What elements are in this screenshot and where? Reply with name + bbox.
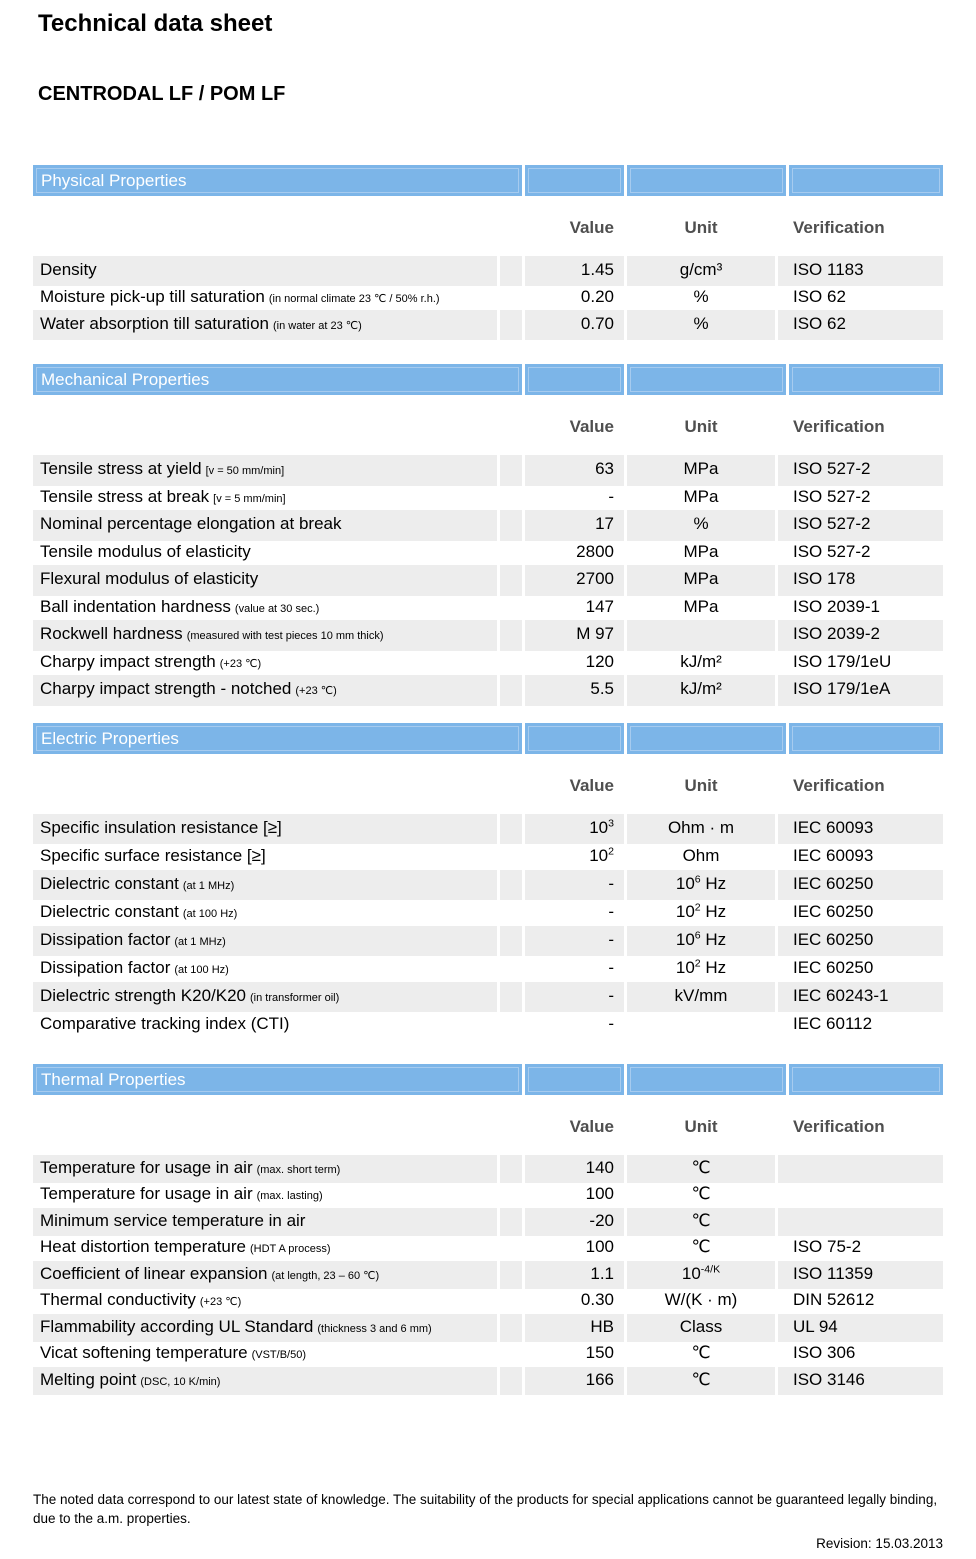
property-note: [v = 5 mm/min]: [213, 492, 286, 505]
property-name-cell: [33, 1010, 497, 1040]
property-note: (+23 ℃): [295, 685, 337, 697]
property-verification: IEC 60093: [778, 814, 943, 844]
property-name-cell: [33, 675, 497, 706]
property-name-cell: [33, 538, 497, 569]
column-header-spacer: [500, 1114, 522, 1139]
property-unit: MPa: [683, 486, 719, 506]
property-verification: ISO 1183: [778, 256, 943, 286]
page-title: Technical data sheet: [38, 10, 273, 37]
spacer-cell: [500, 648, 522, 679]
property-verification: IEC 60250: [793, 901, 874, 921]
property-value: -: [525, 926, 624, 956]
property-unit: $10^2$ Hz: [675, 900, 727, 921]
section-header-cell-title: [33, 364, 522, 395]
property-row: [33, 538, 943, 566]
property-note: (at 1 MHz): [182, 879, 235, 892]
property-unit: [627, 1010, 775, 1040]
property-name: Coefficient of linear expansion: [40, 1263, 268, 1283]
spacer-cell: [500, 1340, 522, 1369]
column-header-spacer: [500, 215, 522, 240]
property-name: Water absorption till saturation: [40, 314, 269, 333]
properties-section: [33, 165, 943, 337]
property-name: Tensile modulus of elasticity: [40, 541, 251, 561]
property-verification: IEC 60093: [793, 845, 874, 865]
section-header-cell-empty: [789, 1064, 943, 1095]
property-name: Dissipation factor: [40, 957, 171, 977]
property-value: 0.70: [525, 310, 624, 340]
spacer-cell: [500, 1181, 522, 1210]
property-verification: UL 94: [778, 1314, 943, 1343]
column-header-unit: Unit: [684, 218, 718, 237]
property-value: 0.30: [580, 1290, 614, 1309]
property-name-cell: [33, 1314, 497, 1343]
property-name: Temperature for usage in air: [40, 1157, 253, 1177]
property-name: Rockwell hardness: [40, 624, 183, 643]
property-value: -: [608, 1013, 614, 1033]
property-value: -: [608, 901, 614, 921]
spacer-cell: [500, 455, 522, 486]
spacer-cell: [500, 565, 522, 596]
property-row: [33, 310, 943, 337]
property-name-cell: [33, 982, 497, 1012]
property-value: $10^2$: [589, 844, 614, 865]
property-unit: [627, 620, 775, 651]
column-header-verification: Verification: [793, 775, 885, 795]
property-note: (at length, 23 – 60 ℃): [271, 1269, 380, 1282]
spacer-cell: [500, 1367, 522, 1396]
property-value: 1.1: [525, 1261, 624, 1290]
property-name-cell: [33, 954, 497, 984]
property-name-cell: [33, 256, 497, 286]
property-verification: ISO 179/1eU: [793, 651, 892, 671]
property-row: [33, 870, 943, 898]
property-unit: W/(K · m): [664, 1290, 738, 1309]
property-value: -: [525, 982, 624, 1012]
section-rows: [33, 814, 943, 1038]
section-header-cell-empty: [627, 723, 786, 754]
property-row: [33, 593, 943, 621]
property-name-cell: [33, 870, 497, 900]
property-name-cell: [33, 898, 497, 928]
property-note: (HDT A process): [250, 1243, 331, 1255]
property-verification: [778, 1155, 943, 1184]
column-header-spacer: [500, 773, 522, 798]
property-row: [33, 620, 943, 648]
property-name: Nominal percentage elongation at break: [40, 514, 342, 533]
property-name: Specific surface resistance [≥]: [40, 845, 266, 865]
section-header-cell-title: [33, 723, 522, 754]
product-title: CENTRODAL LF / POM LF: [38, 83, 286, 105]
property-unit: ℃: [627, 1208, 775, 1237]
property-value: 140: [525, 1155, 624, 1184]
property-value: 17: [525, 510, 624, 541]
property-row: [33, 1234, 943, 1261]
property-value: M 97: [525, 620, 624, 651]
property-verification: [778, 1208, 943, 1237]
property-row: [33, 1181, 943, 1208]
property-unit: $10^6$ Hz: [627, 926, 775, 956]
column-header-value: Value: [569, 1116, 614, 1136]
property-row: [33, 814, 943, 842]
property-row: [33, 510, 943, 538]
property-note: (max. lasting): [256, 1190, 323, 1202]
property-unit: kV/mm: [627, 982, 775, 1012]
spacer-cell: [500, 842, 522, 872]
property-note: (measured with test pieces 10 mm thick): [186, 630, 384, 642]
property-name: Specific insulation resistance [≥]: [40, 817, 282, 837]
datasheet-page: [33, 0, 943, 1552]
property-row: [33, 926, 943, 954]
property-unit: MPa: [683, 596, 719, 616]
section-title: Physical Properties: [41, 171, 187, 190]
property-verification: ISO 2039-1: [793, 596, 880, 616]
property-row: [33, 256, 943, 283]
property-verification: IEC 60112: [793, 1013, 873, 1033]
property-name-cell: [33, 310, 497, 340]
property-value: 63: [525, 455, 624, 486]
column-header-value: Value: [569, 775, 614, 795]
section-header-cell-empty: [627, 1064, 786, 1095]
property-name-cell: [33, 926, 497, 956]
property-verification: ISO 3146: [778, 1367, 943, 1396]
spacer-cell: [500, 620, 522, 651]
properties-section: [33, 364, 943, 703]
column-header-verification: Verification: [793, 417, 885, 436]
property-unit: $10^{-4/K}$: [627, 1261, 775, 1290]
property-name: Tensile stress at yield: [40, 459, 202, 478]
property-value: 0.20: [580, 287, 614, 306]
column-header-unit: Unit: [684, 417, 718, 436]
property-name-cell: [33, 842, 497, 872]
property-value: 150: [585, 1343, 614, 1362]
property-unit: MPa: [627, 565, 775, 596]
property-name-cell: [33, 1234, 497, 1263]
property-row: [33, 1208, 943, 1235]
property-verification: IEC 60250: [778, 926, 943, 956]
property-value: 2700: [525, 565, 624, 596]
property-row: [33, 455, 943, 483]
property-name-cell: [33, 648, 497, 679]
property-row: [33, 1314, 943, 1341]
property-unit: %: [693, 287, 709, 306]
column-header-verification: Verification: [793, 218, 885, 237]
property-verification: ISO 527-2: [793, 541, 871, 561]
property-row: [33, 1340, 943, 1367]
property-name-cell: [33, 1155, 497, 1184]
property-verification: ISO 11359: [778, 1261, 943, 1290]
spacer-cell: [500, 483, 522, 514]
property-row: [33, 1155, 943, 1182]
property-verification: ISO 306: [793, 1343, 856, 1362]
section-header-bar: [33, 364, 943, 395]
spacer-cell: [500, 510, 522, 541]
property-verification: ISO 179/1eA: [778, 675, 943, 706]
spacer-cell: [500, 814, 522, 844]
property-verification: ISO 527-2: [778, 455, 943, 486]
property-note: (in normal climate 23 ℃ / 50% r.h.): [268, 293, 440, 305]
property-value: 2800: [576, 541, 614, 561]
property-name: Moisture pick-up till saturation: [40, 287, 265, 306]
property-value: -: [608, 486, 614, 506]
property-unit: ℃: [691, 1237, 711, 1256]
property-note: (in water at 23 ℃): [272, 320, 362, 332]
property-name: Charpy impact strength - notched: [40, 679, 292, 698]
property-value: -: [608, 957, 614, 977]
spacer-cell: [500, 870, 522, 900]
property-verification: IEC 60250: [778, 870, 943, 900]
column-header-blank: [33, 414, 497, 439]
property-unit: $10^2$ Hz: [675, 956, 727, 977]
spacer-cell: [500, 1010, 522, 1040]
column-header-blank: [33, 1114, 497, 1139]
section-title: Mechanical Properties: [41, 370, 210, 389]
properties-section: [33, 1064, 943, 1394]
column-header-blank: [33, 215, 497, 240]
column-header-row: [33, 773, 943, 798]
property-name-cell: [33, 1208, 497, 1237]
property-row: [33, 898, 943, 926]
section-header-bar: [33, 1064, 943, 1095]
column-header-unit: Unit: [684, 775, 718, 795]
property-name-cell: [33, 283, 497, 313]
property-verification: ISO 527-2: [793, 486, 871, 506]
column-header-value: Value: [569, 417, 614, 436]
property-unit: ℃: [691, 1184, 711, 1203]
property-unit: $10^6$ Hz: [627, 870, 775, 900]
property-note: (thickness 3 and 6 mm): [317, 1322, 432, 1335]
property-note: (at 1 MHz): [174, 935, 226, 948]
property-value: HB: [525, 1314, 624, 1343]
property-row: [33, 1010, 943, 1038]
property-name: Vicat softening temperature: [40, 1343, 248, 1362]
property-note: (DSC, 10 K/min): [140, 1375, 221, 1388]
property-value: -20: [525, 1208, 624, 1237]
property-value: 166: [525, 1367, 624, 1396]
section-header-cell-title: [33, 1064, 522, 1095]
property-unit: MPa: [627, 455, 775, 486]
property-unit: Class: [627, 1314, 775, 1343]
column-header-value: Value: [569, 218, 614, 237]
property-name: Dissipation factor: [40, 929, 171, 949]
property-row: [33, 483, 943, 511]
spacer-cell: [500, 310, 522, 340]
property-unit: kJ/m²: [680, 651, 722, 671]
property-note: (max. short term): [256, 1163, 341, 1176]
property-note: (in transformer oil): [250, 991, 340, 1004]
spacer-cell: [500, 538, 522, 569]
sections-container: [33, 165, 943, 1393]
spacer-cell: [500, 593, 522, 624]
property-row: [33, 675, 943, 703]
section-header-bar: [33, 723, 943, 754]
section-title: Electric Properties: [41, 728, 179, 748]
property-unit: ℃: [627, 1155, 775, 1184]
property-name: Flammability according UL Standard: [40, 1316, 314, 1336]
property-name: Comparative tracking index (CTI): [40, 1013, 290, 1033]
property-name-cell: [33, 1181, 497, 1210]
property-name-cell: [33, 814, 497, 844]
property-name-cell: [33, 455, 497, 486]
section-header-cell-empty: [789, 364, 943, 395]
property-name: Density: [40, 260, 97, 279]
property-verification: ISO 62: [793, 287, 846, 306]
property-note: (+23 ℃): [199, 1296, 242, 1308]
property-name-cell: [33, 1367, 497, 1396]
spacer-cell: [500, 1208, 522, 1237]
section-header-cell-empty: [525, 165, 624, 196]
section-header-cell-empty: [525, 723, 624, 754]
footer-disclaimer: The noted data correspond to our latest state of knowledge. The suitability of the products for special applications cannot be guaranteed legally binding, due to the a.m. properties.: [33, 1492, 938, 1526]
property-value: 100: [585, 1184, 614, 1203]
property-row: [33, 648, 943, 676]
property-row: [33, 1287, 943, 1314]
property-verification: [778, 1181, 943, 1210]
property-name-cell: [33, 1340, 497, 1369]
spacer-cell: [500, 898, 522, 928]
property-verification: ISO 75-2: [793, 1237, 862, 1256]
property-unit: Ohm: [682, 845, 720, 865]
spacer-cell: [500, 1287, 522, 1316]
property-row: [33, 982, 943, 1010]
spacer-cell: [500, 926, 522, 956]
property-note: (at 100 Hz): [174, 963, 229, 976]
property-name: Dielectric constant: [40, 873, 179, 893]
property-name-cell: [33, 620, 497, 651]
property-verification: ISO 527-2: [778, 510, 943, 541]
column-header-row: [33, 215, 943, 240]
property-value: -: [525, 870, 624, 900]
spacer-cell: [500, 675, 522, 706]
column-header-spacer: [500, 414, 522, 439]
property-verification: ISO 62: [778, 310, 943, 340]
section-header-cell-empty: [627, 364, 786, 395]
property-value: 147: [585, 596, 614, 616]
spacer-cell: [500, 256, 522, 286]
spacer-cell: [500, 1155, 522, 1184]
property-value: 100: [585, 1237, 614, 1256]
property-verification: ISO 2039-2: [778, 620, 943, 651]
property-unit: ℃: [691, 1343, 711, 1362]
section-header-cell-empty: [525, 364, 624, 395]
property-note: (VST/B/50): [251, 1349, 306, 1361]
section-title: Thermal Properties: [41, 1069, 186, 1089]
property-row: [33, 954, 943, 982]
property-row: [33, 842, 943, 870]
column-header-verification: Verification: [793, 1116, 885, 1136]
spacer-cell: [500, 1314, 522, 1343]
property-verification: DIN 52612: [793, 1290, 875, 1309]
property-name: Thermal conductivity: [40, 1290, 196, 1309]
section-header-bar: [33, 165, 943, 196]
property-value: 5.5: [525, 675, 624, 706]
property-name-cell: [33, 565, 497, 596]
property-name: Minimum service temperature in air: [40, 1210, 306, 1230]
property-unit: Ohm · m: [627, 814, 775, 844]
property-unit: %: [627, 510, 775, 541]
section-rows: [33, 256, 943, 337]
section-rows: [33, 1155, 943, 1394]
property-value: $10^3$: [525, 814, 624, 844]
property-name-cell: [33, 593, 497, 624]
spacer-cell: [500, 954, 522, 984]
property-unit: MPa: [683, 541, 719, 561]
section-rows: [33, 455, 943, 703]
property-row: [33, 565, 943, 593]
property-value: 120: [585, 651, 614, 671]
properties-section: [33, 723, 943, 1038]
spacer-cell: [500, 982, 522, 1012]
property-value: 1.45: [525, 256, 624, 286]
property-note: (+23 ℃): [219, 657, 262, 670]
property-note: (value at 30 sec.): [234, 602, 320, 615]
property-unit: kJ/m²: [627, 675, 775, 706]
property-unit: ℃: [627, 1367, 775, 1396]
property-name: Melting point: [40, 1369, 137, 1389]
property-row: [33, 1261, 943, 1288]
property-name: Ball indentation hardness: [40, 596, 231, 616]
property-name: Dielectric constant: [40, 901, 179, 921]
property-row: [33, 283, 943, 310]
section-header-cell-empty: [789, 165, 943, 196]
spacer-cell: [500, 1261, 522, 1290]
column-header-unit: Unit: [684, 1116, 718, 1136]
column-header-row: [33, 1114, 943, 1139]
section-header-cell-empty: [525, 1064, 624, 1095]
property-name-cell: [33, 1287, 497, 1316]
property-unit: g/cm³: [627, 256, 775, 286]
property-verification: IEC 60243-1: [778, 982, 943, 1012]
property-name: Tensile stress at break: [40, 486, 210, 506]
section-header-cell-empty: [627, 165, 786, 196]
column-header-blank: [33, 773, 497, 798]
property-name: Flexural modulus of elasticity: [40, 569, 259, 588]
property-name: Charpy impact strength: [40, 651, 216, 671]
spacer-cell: [500, 283, 522, 313]
spacer-cell: [500, 1234, 522, 1263]
property-note: [v = 50 mm/min]: [205, 465, 285, 477]
revision-label: Revision: 15.03.2013: [816, 1536, 943, 1551]
section-header-cell-title: [33, 165, 522, 196]
property-unit: %: [627, 310, 775, 340]
property-name-cell: [33, 510, 497, 541]
property-verification: IEC 60250: [793, 957, 874, 977]
section-header-cell-empty: [789, 723, 943, 754]
property-row: [33, 1367, 943, 1394]
property-name: Heat distortion temperature: [40, 1237, 246, 1256]
property-note: (at 100 Hz): [182, 907, 238, 920]
column-header-row: [33, 414, 943, 439]
property-name: Temperature for usage in air: [40, 1184, 253, 1203]
property-name: Dielectric strength K20/K20: [40, 985, 246, 1005]
property-verification: ISO 178: [778, 565, 943, 596]
property-name-cell: [33, 1261, 497, 1290]
property-name-cell: [33, 483, 497, 514]
